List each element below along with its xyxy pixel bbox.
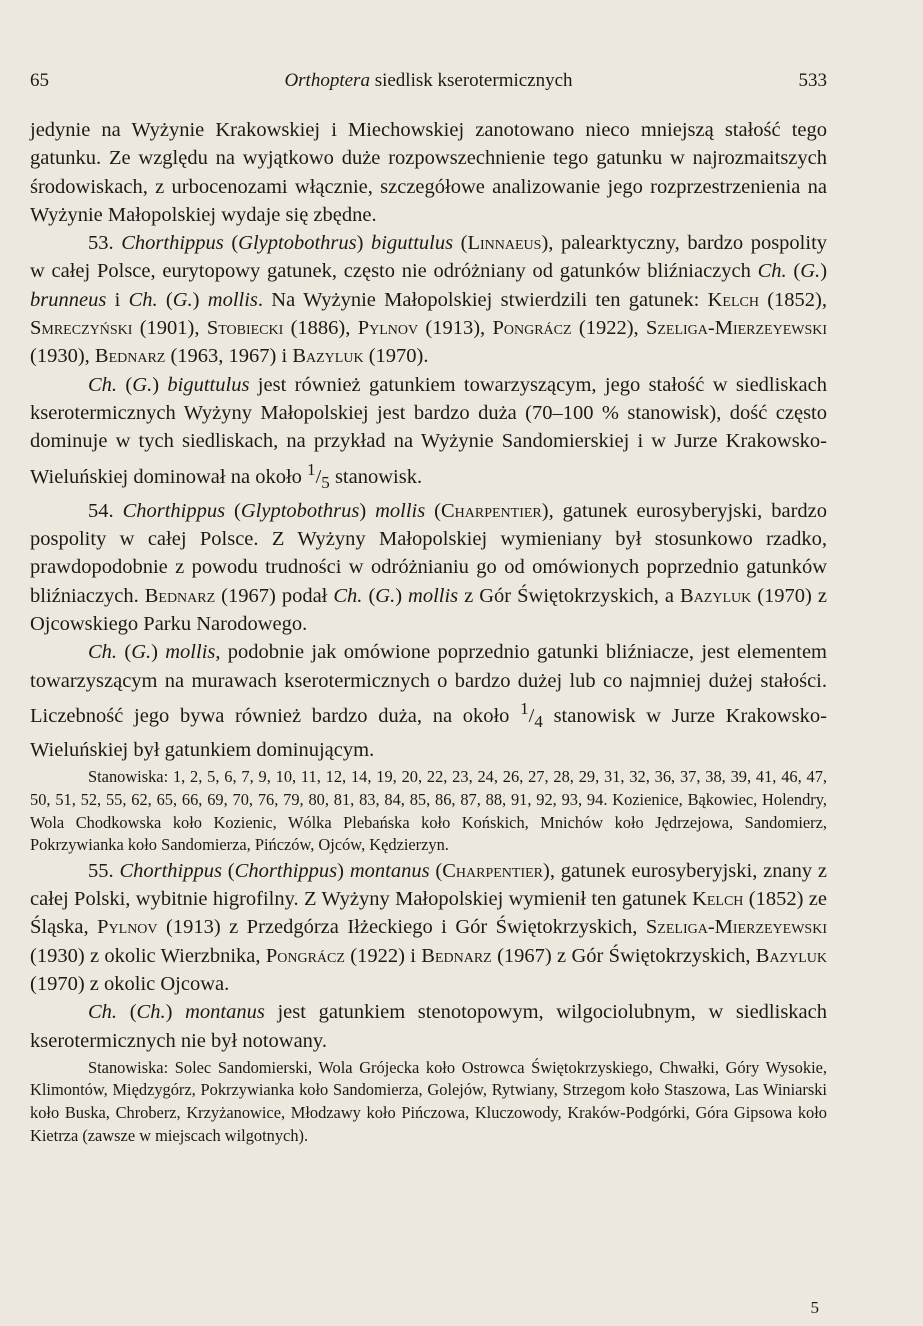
fraction-denominator: 5 <box>321 472 330 492</box>
author-name: Kelch <box>707 288 759 311</box>
entry-54: 54. Chorthippus (Glyptobothrus) mollis (Charpentier), gatunek eurosyberyjski, bardzo pospolity w całej Polsce. Z Wyżyny Małopolskiej wymieniany był stosunkowo rzadko, prawdopodobnie z powodu trudności w odróżnianiu go od omówionych poprzednio gatunków bliźniaczych. Bednarz (1967) podał Ch. (G.) mollis z Gór Świętokrzyskich, a Bazyluk (1970) z Ojcowskiego Parku Narodowego. <box>30 499 828 635</box>
entry-number: 53. <box>88 232 122 255</box>
signature-mark: 5 <box>810 1298 819 1317</box>
text-run: i <box>106 288 129 311</box>
entry-53: 53. Chorthippus (Glyptobothrus) biguttulus (Linnaeus), palearktyczny, bardzo pospolity w całej Polsce, eurytopowy gatunek, często nie odróżniany od gatunków bliźniaczych Ch. (G.) brunneus i Ch. (G.) mollis. Na Wyżynie Małopolskiej stwierdzili ten gatunek: Kelch (1852), Smreczyński (1901), Stobiecki (1886), Pylnov (1913), Pongrácz (1922), Szeliga-Mierzeyewski (1930), Bednarz (1963, 1967) i Bazyluk (1970). <box>30 232 828 368</box>
text-run: stanowisk w Jurze Krakowsko-Wieluńskiej był gatunkiem dominującym. <box>30 704 827 762</box>
text-run: (1886), <box>283 317 358 340</box>
text-run: (1922) i <box>344 944 422 967</box>
entry-55-habitat: Ch. (Ch.) montanus jest gatunkiem stenotopowym, wilgociolubnym, w siedliskach kserotermicznych nie był notowany. <box>30 1001 827 1052</box>
author-name: Bazyluk <box>292 345 364 368</box>
author-name: Kelch <box>692 888 744 911</box>
localities-55: Stanowiska: Solec Sandomierski, Wola Grójecka koło Ostrowca Świętokrzyskiego, Chwałki, Góry Wysokie, Klimontów, Międzygórz, Pokrzywianka koło Sandomierza, Golejów, Rytwiany, Strzegom koło Staszowa, Las Winiarski koło Buska, Chroberz, Krzyżanowice, Młodzawy koło Pińczowa, Kluczowody, Kraków-Podgórki, Góra Gipsowa koło Kietrza (zawsze w miejscach wilgotnych). <box>30 1057 827 1145</box>
genus-name: Chorthippus <box>119 859 222 882</box>
genus-name: Chorthippus <box>122 499 226 522</box>
genus-abbrev: Ch. <box>88 641 118 664</box>
paragraph-continuation: jedynie na Wyżynie Krakowskiej i Miechowskiej zanotowano nieco mniejszą stałość tego gatunku. Ze względu na wyjątkowo duże rozpowszechnienie tego gatunku w najrozmaitszych środowiskach, z urbocenozami włącznie, szczegółowe analizowanie jego rozprzestrzenienia na Wyżynie Małopolskiej wydaje się zbędne. <box>30 119 827 226</box>
genus-name: Chorthippus <box>121 232 224 255</box>
author-name: Pylnov <box>97 916 158 939</box>
running-title-rest: siedlisk kserotermicznych <box>369 70 573 91</box>
subgenus-name: Glyptobothrus <box>240 499 360 522</box>
text-run: ), gatunek eurosyberyjski, znany z całej Polski, wybitnie higrofilny. Z Wyżyny Małopolskiej wymienił ten gatunek <box>30 859 828 911</box>
text-run: (1967) podał <box>215 584 334 607</box>
text-run: jest również gatunkiem towarzyszącym, jego stałość w siedliskach kserotermicznych Wyżyny Małopolskiej jest bardzo duża (70–100 % stanowisk), dość często dominuje w tych siedliskach, na przykład na Wyżynie Sandomierskiej i w Jurze Krakowsko-Wieluńskiej dominował na około <box>30 373 828 488</box>
author-name: Bazyluk <box>680 584 752 607</box>
text-run: jest gatunkiem stenotopowym, wilgociolubnym, w siedliskach kserotermicznych nie był notowany. <box>30 1001 827 1052</box>
species-name: biguttulus <box>167 373 250 396</box>
author-name: Bednarz <box>94 345 166 368</box>
species-name: biguttulus <box>371 232 454 255</box>
author-name: Pongrácz <box>492 317 572 340</box>
genus-abbrev: Ch. <box>88 373 118 396</box>
text-run: , podobnie jak omówione poprzednio gatunki bliźniacze, jest elementem towarzyszącym na murawach kserotermicznych o bardzo dużej lub co najmniej dużej stałości. Liczebność jego bywa również bardzo duża, na około <box>30 641 828 727</box>
species-name: mollis <box>165 641 216 664</box>
localities-54: Stanowiska: 1, 2, 5, 6, 7, 9, 10, 11, 12, 14, 19, 20, 22, 23, 24, 26, 27, 28, 29, 31, 32, 36, 37, 38, 39, 41, 46, 47, 50, 51, 52, 55, 62, 65, 66, 69, 70, 76, 79, 80, 81, 83, 84, 85, 86, 87, 88, 91, 92, 93, 94. Kozienice, Bąkowiec, Holendry, Wola Chodkowska koło Kozienic, Wólka Plebańska koło Końskich, Mnichów koło Jędrzejowa, Sandomierz, Pokrzywianka koło Sandomierza, Pińczów, Ojców, Kędzierzyn. <box>30 767 827 855</box>
subgenus-abbrev: G. <box>131 641 152 664</box>
author-name: Charpentier <box>442 859 544 882</box>
text-run: stanowisk. <box>329 465 423 488</box>
species-name: mollis <box>207 288 258 311</box>
subgenus-abbrev: Ch. <box>136 1001 166 1024</box>
species-name: mollis <box>375 499 426 522</box>
entry-54-habitat: Ch. (G.) mollis, podobnie jak omówione poprzednio gatunki bliźniacze, jest elementem towarzyszącym na murawach kserotermicznych o bardzo dużej lub co najmniej dużej stałości. Liczebność jego bywa również bardzo duża, na około $^1/_4$ stanowisk w Jurze Krakowsko-Wieluńskiej był gatunkiem dominującym. <box>30 641 828 762</box>
running-title-italic: Orthoptera <box>284 70 370 91</box>
species-name: montanus <box>349 859 430 882</box>
fraction-numerator: 1 <box>307 459 316 479</box>
author-name: Stobiecki <box>206 317 284 340</box>
subgenus-abbrev: G. <box>132 373 153 396</box>
author-name: Pylnov <box>357 317 419 340</box>
page-number-right: 533 <box>798 70 827 91</box>
text-run: (1913) z Przedgórza Iłżeckiego i Gór Świętokrzyskich, <box>157 916 646 939</box>
subgenus-abbrev: G. <box>172 288 193 311</box>
author-name: Bednarz <box>421 944 492 967</box>
fraction-numerator: 1 <box>520 698 529 718</box>
text-run: (1922), <box>571 317 646 340</box>
author-name: Pongrácz <box>265 944 345 967</box>
text-run: ), gatunek eurosyberyjski, bardzo pospolity w całej Polsce. Z Wyżyny Małopolskiej wymieniany był stosunkowo rzadko, prawdopodobnie z powodu trudności w odróżnianiu go od omówionych poprzednio gatunków bliźniaczych. <box>30 499 828 607</box>
text-run: z Gór Świętokrzyskich, a <box>458 584 681 607</box>
entry-53-habitat: Ch. (G.) biguttulus jest również gatunkiem towarzyszącym, jego stałość w siedliskach kserotermicznych Wyżyny Małopolskiej jest bardzo duża (70–100 % stanowisk), dość często dominuje w tych siedliskach, na przykład na Wyżynie Sandomierskiej i w Jurze Krakowsko-Wieluńskiej dominował na około $^1/_5$ stanowisk. <box>30 373 828 492</box>
main-text <box>30 116 827 1147</box>
genus-abbrev: Ch. <box>333 584 363 607</box>
entry-number: 54. <box>88 499 123 522</box>
genus-abbrev: Ch. <box>757 260 787 283</box>
author-name: Bednarz <box>144 584 216 607</box>
text-run: (1963, 1967) i <box>165 345 293 368</box>
text-run: (1930), <box>30 345 95 368</box>
species-name: brunneus <box>30 288 107 311</box>
text-run: (1967) z Gór Świętokrzyskich, <box>491 944 756 967</box>
text-run: (1970) z Ojcowskiego Parku Narodowego. <box>30 584 827 635</box>
author-name: Smreczyński <box>30 317 133 340</box>
genus-abbrev: Ch. <box>88 1001 118 1024</box>
running-title <box>30 70 827 92</box>
genus-abbrev: Ch. <box>128 288 158 311</box>
text-run: ), palearktyczny, bardzo pospolity w całej Polsce, eurytopowy gatunek, często nie odróżniany od gatunków bliźniaczych <box>30 232 828 283</box>
author-name: Bazyluk <box>755 944 827 967</box>
text-run: (1930) z okolic Wierzbnika, <box>30 944 266 967</box>
species-name: mollis <box>408 584 459 607</box>
text-run: (1913), <box>418 317 493 340</box>
text-run: (1970). <box>363 345 429 368</box>
subgenus-abbrev: G. <box>375 584 396 607</box>
fraction-denominator: 4 <box>534 711 543 731</box>
entry-55: 55. Chorthippus (Chorthippus) montanus (Charpentier), gatunek eurosyberyjski, znany z całej Polski, wybitnie higrofilny. Z Wyżyny Małopolskiej wymienił ten gatunek Kelch (1852) ze Śląska, Pylnov (1913) z Przedgórza Iłżeckiego i Gór Świętokrzyskich, Szeliga-Mierzeyewski (1930) z okolic Wierzbnika, Pongrácz (1922) i Bednarz (1967) z Gór Świętokrzyskich, Bazyluk (1970) z okolic Ojcowa. <box>30 859 828 995</box>
subgenus-name: Glyptobothrus <box>238 232 357 255</box>
text-run: (1852) ze Śląska, <box>30 888 827 939</box>
author-name: Szeliga-Mierzeyewski <box>645 317 828 340</box>
subgenus-abbrev: G. <box>800 260 821 283</box>
text-run: (1901), <box>132 317 207 340</box>
text-run: (1852), <box>758 288 828 311</box>
text-run: . Na Wyżynie Małopolskiej stwierdzili ten gatunek: <box>257 288 708 311</box>
author-name: Linnaeus <box>467 232 542 255</box>
author-name: Charpentier <box>440 499 542 522</box>
species-name: montanus <box>185 1001 265 1024</box>
page-number-left: 65 <box>30 70 49 91</box>
subgenus-name: Chorthippus <box>234 859 338 882</box>
entry-number: 55. <box>88 859 120 882</box>
running-header <box>30 70 827 100</box>
text-run: (1970) z okolic Ojcowa. <box>30 972 230 995</box>
author-name: Szeliga-Mierzeyewski <box>645 916 827 939</box>
